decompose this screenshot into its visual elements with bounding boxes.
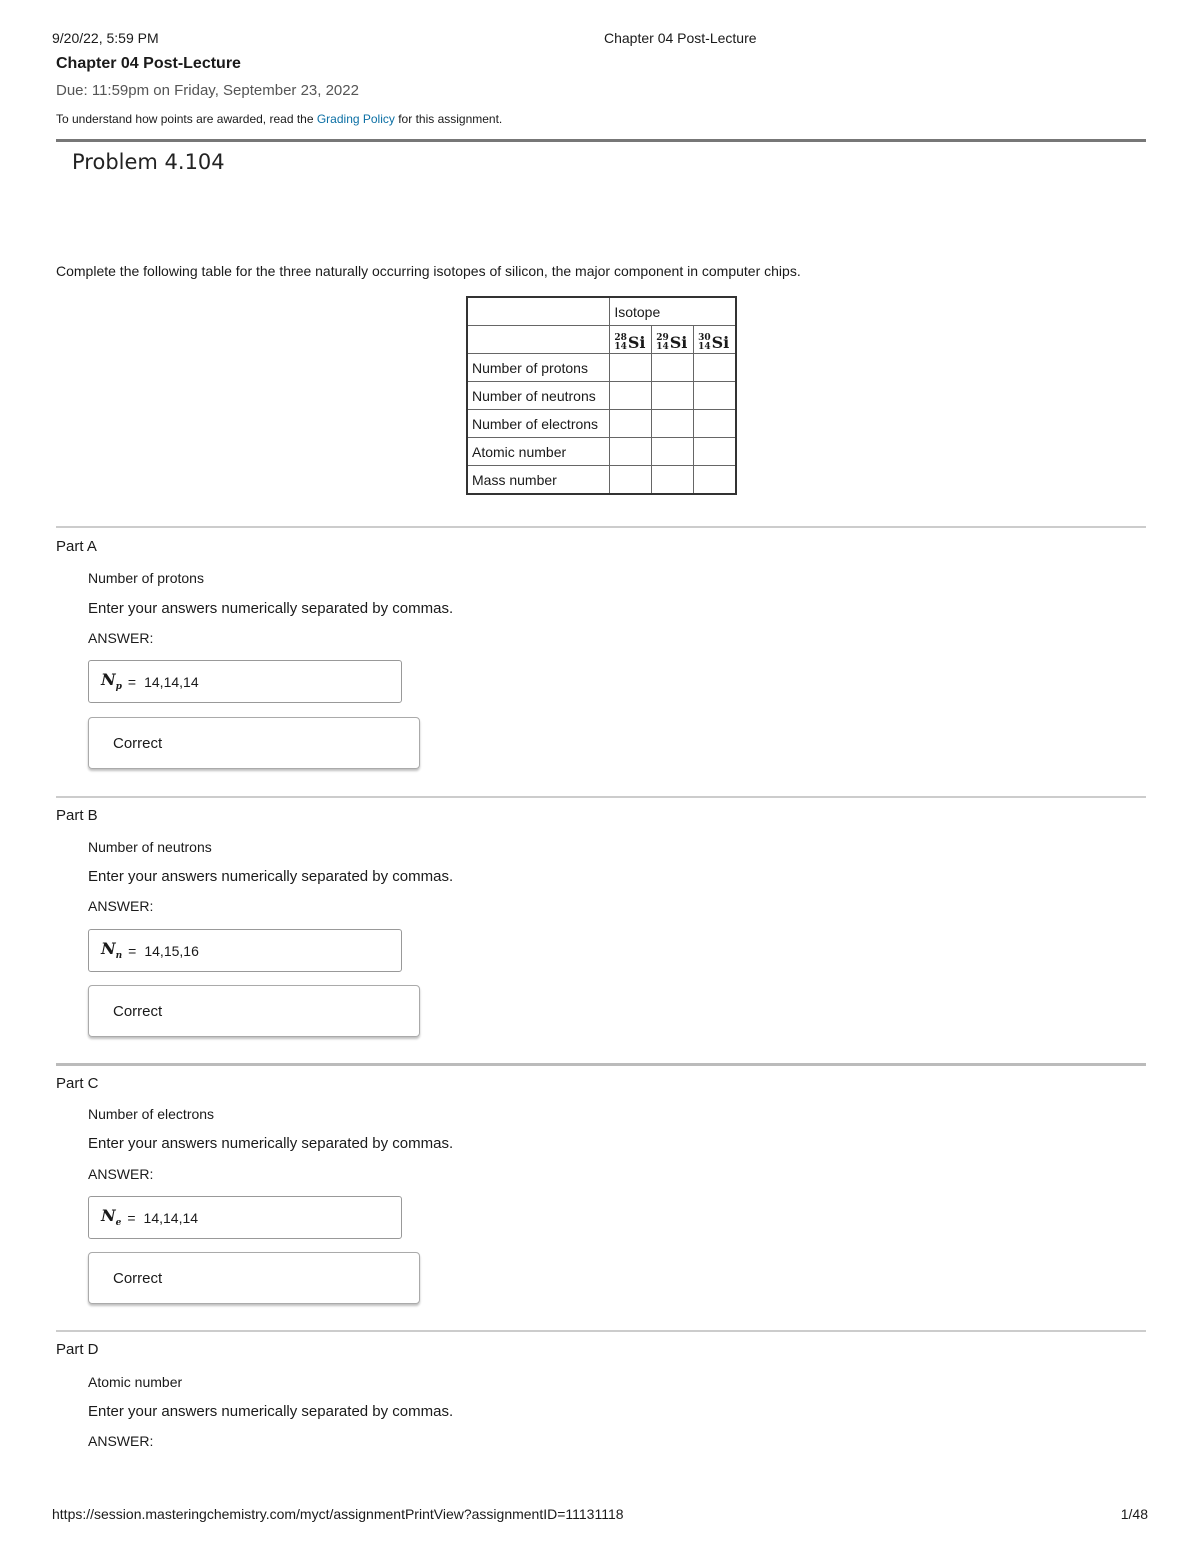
table-cell xyxy=(610,354,652,382)
part-b-answer-box[interactable] xyxy=(88,929,402,972)
isotope-header: Isotope xyxy=(610,297,736,326)
part-c-answer-label: ANSWER: xyxy=(88,1166,154,1182)
table-cell xyxy=(610,410,652,438)
header-divider xyxy=(56,139,1146,142)
part-a-feedback: Correct xyxy=(88,717,420,769)
part-a-label: Part A xyxy=(56,538,97,555)
part-d-answer-label: ANSWER: xyxy=(88,1433,154,1449)
due-date: Due: 11:59pm on Friday, September 23, 2022 xyxy=(56,82,359,99)
part-b-question: Number of neutrons xyxy=(88,839,212,855)
table-cell xyxy=(652,354,694,382)
part-divider xyxy=(56,796,1146,798)
isotope-table xyxy=(466,296,737,495)
grading-policy-note xyxy=(56,112,502,126)
footer-url: https://session.masteringchemistry.com/myct/assignmentPrintView?assignmentID=11131118 xyxy=(52,1506,624,1522)
isotope-si-28: 28 14 Si xyxy=(610,326,652,354)
part-c-label: Part C xyxy=(56,1075,99,1092)
table-isotope-row xyxy=(467,326,736,354)
part-d-instruction: Enter your answers numerically separated by commas. xyxy=(88,1403,454,1420)
part-d-question: Atomic number xyxy=(88,1374,183,1390)
table-cell xyxy=(652,466,694,495)
part-divider xyxy=(56,526,1146,528)
isotope-si-29: 29 14 Si xyxy=(652,326,694,354)
part-c-answer-value: 14,14,14 xyxy=(143,1209,199,1226)
table-row xyxy=(467,354,736,382)
table-cell xyxy=(652,438,694,466)
policy-suffix: for this assignment. xyxy=(394,112,503,126)
table-corner xyxy=(467,297,610,326)
part-c-question: Number of electrons xyxy=(88,1106,215,1122)
part-b-answer-value: 14,15,16 xyxy=(144,942,199,959)
row-label: Atomic number xyxy=(467,438,610,466)
table-cell xyxy=(610,466,652,495)
table-row xyxy=(467,438,736,466)
isotope-si-30: 30 14 Si xyxy=(694,326,736,354)
part-b-instruction: Enter your answers numerically separated by commas. xyxy=(88,868,454,885)
part-a-answer-value: 14,14,14 xyxy=(144,673,199,690)
table-cell xyxy=(610,382,652,410)
table-cell xyxy=(694,382,736,410)
part-divider xyxy=(56,1063,1146,1066)
table-cell xyxy=(694,410,736,438)
table-row xyxy=(467,466,736,495)
equals-sign: = xyxy=(127,673,137,690)
part-b-answer-label: ANSWER: xyxy=(88,898,154,914)
variable-n-p: $N_p$ xyxy=(101,670,122,693)
table-cell xyxy=(610,438,652,466)
table-row xyxy=(467,382,736,410)
row-label: Number of protons xyxy=(467,354,610,382)
print-header xyxy=(52,30,1148,50)
part-divider xyxy=(56,1330,1146,1332)
problem-title: Problem 4.104 xyxy=(72,150,225,174)
part-c-feedback: Correct xyxy=(88,1252,420,1304)
part-a-answer-label: ANSWER: xyxy=(88,630,154,646)
equals-sign: = xyxy=(127,1209,136,1226)
table-cell xyxy=(694,438,736,466)
part-a-question: Number of protons xyxy=(88,570,204,586)
part-c-answer-box[interactable] xyxy=(88,1196,402,1239)
table-cell xyxy=(694,466,736,495)
table-cell xyxy=(694,354,736,382)
part-d-label: Part D xyxy=(56,1341,99,1358)
table-header-row xyxy=(467,297,736,326)
variable-n-n: $N_n$ xyxy=(101,939,123,962)
part-b-feedback: Correct xyxy=(88,985,420,1037)
assignment-title: Chapter 04 Post-Lecture xyxy=(56,55,241,72)
problem-intro: Complete the following table for the three naturally occurring isotopes of silicon, the major component in computer chips. xyxy=(56,263,801,279)
variable-n-e: $N_e$ xyxy=(101,1206,122,1229)
grading-policy-link[interactable]: Grading Policy xyxy=(316,112,395,126)
print-datetime: 9/20/22, 5:59 PM xyxy=(52,30,159,46)
part-b-label: Part B xyxy=(56,807,98,824)
footer-page-number: 1/48 xyxy=(1120,1506,1148,1522)
print-title: Chapter 04 Post-Lecture xyxy=(604,30,757,46)
part-a-instruction: Enter your answers numerically separated by commas. xyxy=(88,600,454,617)
row-label: Mass number xyxy=(467,466,610,495)
row-label: Number of electrons xyxy=(467,410,610,438)
part-a-answer-box[interactable] xyxy=(88,660,402,703)
table-cell xyxy=(652,410,694,438)
row-label: Number of neutrons xyxy=(467,382,610,410)
table-cell xyxy=(652,382,694,410)
policy-prefix: To understand how points are awarded, read the xyxy=(56,112,317,126)
table-corner xyxy=(467,326,610,354)
part-c-instruction: Enter your answers numerically separated by commas. xyxy=(88,1135,454,1152)
equals-sign: = xyxy=(128,942,137,959)
table-row xyxy=(467,410,736,438)
